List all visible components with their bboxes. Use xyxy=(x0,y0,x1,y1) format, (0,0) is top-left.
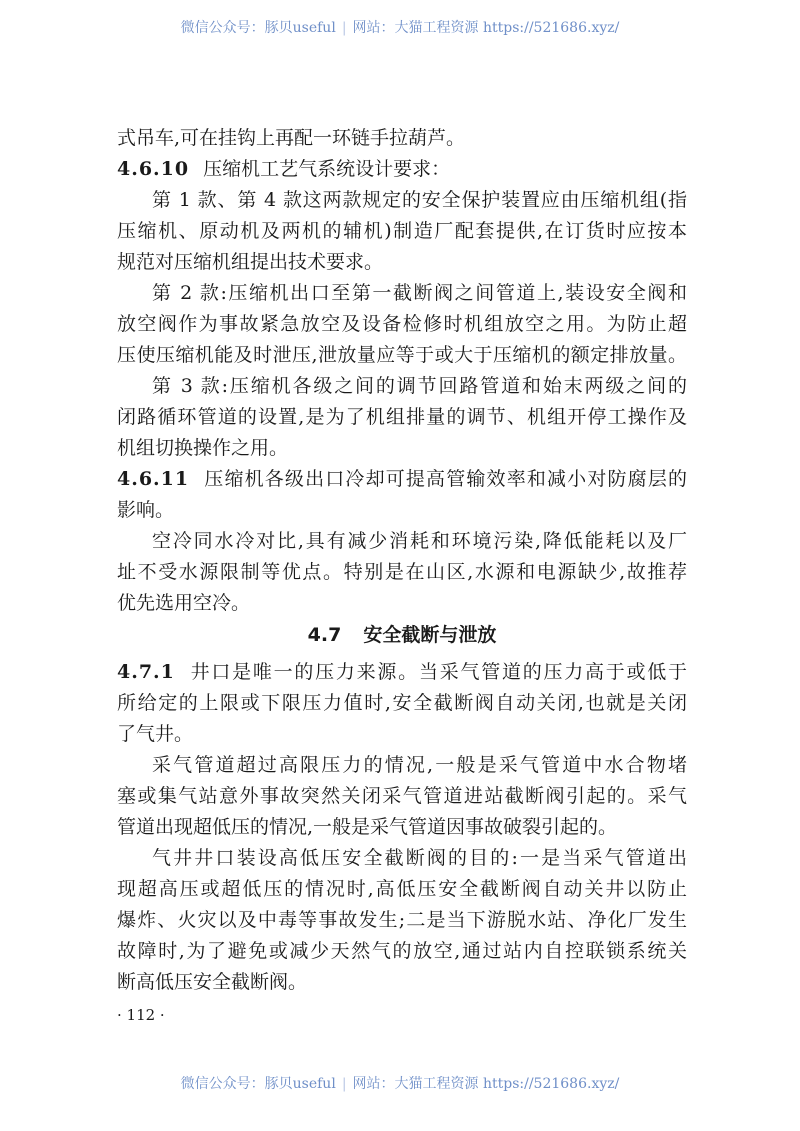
text-line xyxy=(117,874,687,905)
clause-line xyxy=(117,657,687,688)
section-title: 安全截断与泄放 xyxy=(363,624,497,646)
text-line xyxy=(117,688,687,719)
document-body xyxy=(117,123,687,1026)
line-text: 式吊车,可在挂钩上再配一环链手拉葫芦。 xyxy=(117,127,466,149)
line-text: 采气管道超过高限压力的情况,一般是采气管道中水合物堵 xyxy=(152,754,687,776)
line-text: 井口是唯一的压力来源。当采气管道的压力高于或低于 xyxy=(188,661,687,683)
line-text: 压缩机、原动机及两机的辅机)制造厂配套提供,在订货时应按本 xyxy=(117,220,687,242)
line-text: 气井井口装设高低压安全截断阀的目的:一是当采气管道出 xyxy=(152,847,687,869)
clause-number: 4.6.10 xyxy=(117,158,190,180)
watermark-footer xyxy=(0,1073,800,1093)
text-line xyxy=(117,781,687,812)
line-text: 空冷同水冷对比,具有减少消耗和环境污染,降低能耗以及厂 xyxy=(152,530,687,552)
line-text: 第 3 款:压缩机各级之间的调节回路管道和始末两级之间的 xyxy=(152,375,687,397)
watermark-wechat: 微信公众号：豚贝useful xyxy=(180,20,336,36)
text-line xyxy=(117,309,687,340)
text-line xyxy=(117,588,687,619)
line-text: 第 2 款:压缩机出口至第一截断阀之间管道上,装设安全阀和 xyxy=(152,282,687,304)
text-line xyxy=(117,843,687,874)
text-line xyxy=(117,905,687,936)
text-line xyxy=(117,185,687,216)
line-text: 压缩机各级出口冷却可提高管输效率和减小对防腐层的 xyxy=(203,468,687,490)
line-text: 闭路循环管道的设置,是为了机组排量的调节、机组开停工操作及 xyxy=(117,406,687,428)
text-line xyxy=(117,526,687,557)
section-4-7-text xyxy=(117,657,687,998)
line-text: 放空阀作为事故紧急放空及设备检修时机组放空之用。为防止超 xyxy=(117,313,687,335)
text-line xyxy=(117,967,687,998)
line-text: 故障时,为了避免或减少天然气的放空,通过站内自控联锁系统关 xyxy=(117,940,687,962)
text-line xyxy=(117,402,687,433)
text-line xyxy=(117,371,687,402)
text-line xyxy=(117,278,687,309)
text-line xyxy=(117,123,687,154)
text-line xyxy=(117,216,687,247)
text-line xyxy=(117,433,687,464)
line-text: 优先选用空冷。 xyxy=(117,592,251,614)
clause-line xyxy=(117,464,687,495)
line-text: 断高低压安全截断阀。 xyxy=(117,971,308,993)
section-4-6-text xyxy=(117,123,687,619)
line-text: 影响。 xyxy=(117,499,175,521)
line-text: 所给定的上限或下限压力值时,安全截断阀自动关闭,也就是关闭 xyxy=(117,692,687,714)
watermark-separator: | xyxy=(341,1076,347,1092)
line-text: 压使压缩机能及时泄压,泄放量应等于或大于压缩机的额定排放量。 xyxy=(117,344,687,366)
section-number: 4.7 xyxy=(307,624,342,646)
line-text: 址不受水源限制等优点。特别是在山区,水源和电源缺少,故推荐 xyxy=(117,561,687,583)
watermark-website: 网站：大猫工程资源 https://521686.xyz/ xyxy=(352,20,620,36)
text-line xyxy=(117,340,687,371)
line-text: 规范对压缩机组提出技术要求。 xyxy=(117,251,384,273)
clause-number: 4.7.1 xyxy=(117,661,175,683)
text-line xyxy=(117,557,687,588)
text-line xyxy=(117,495,687,526)
line-text: 了气井。 xyxy=(117,723,194,745)
page-number: · 112 · xyxy=(117,1006,165,1024)
line-text: 现超高压或超低压的情况时,高低压安全截断阀自动关井以防止 xyxy=(117,878,687,900)
watermark-website: 网站：大猫工程资源 https://521686.xyz/ xyxy=(352,1076,620,1092)
text-line xyxy=(117,812,687,843)
clause-line xyxy=(117,154,687,185)
line-text: 塞或集气站意外事故突然关闭采气管道进站截断阀引起的。采气 xyxy=(117,785,687,807)
watermark-wechat: 微信公众号：豚贝useful xyxy=(180,1076,336,1092)
text-line xyxy=(117,750,687,781)
text-line xyxy=(117,719,687,750)
watermark-separator: | xyxy=(341,20,347,36)
text-line xyxy=(117,247,687,278)
section-heading xyxy=(117,620,687,651)
line-text: 机组切换操作之用。 xyxy=(117,437,289,459)
line-text: 第 1 款、第 4 款这两款规定的安全保护装置应由压缩机组(指 xyxy=(152,189,687,211)
text-line xyxy=(117,936,687,967)
clause-number: 4.6.11 xyxy=(117,468,190,490)
line-text: 管道出现超低压的情况,一般是采气管道因事故破裂引起的。 xyxy=(117,816,618,838)
line-text: 爆炸、火灾以及中毒等事故发生;二是当下游脱水站、净化厂发生 xyxy=(117,909,687,931)
line-text: 压缩机工艺气系统设计要求： xyxy=(203,158,451,180)
watermark-header xyxy=(0,17,800,37)
